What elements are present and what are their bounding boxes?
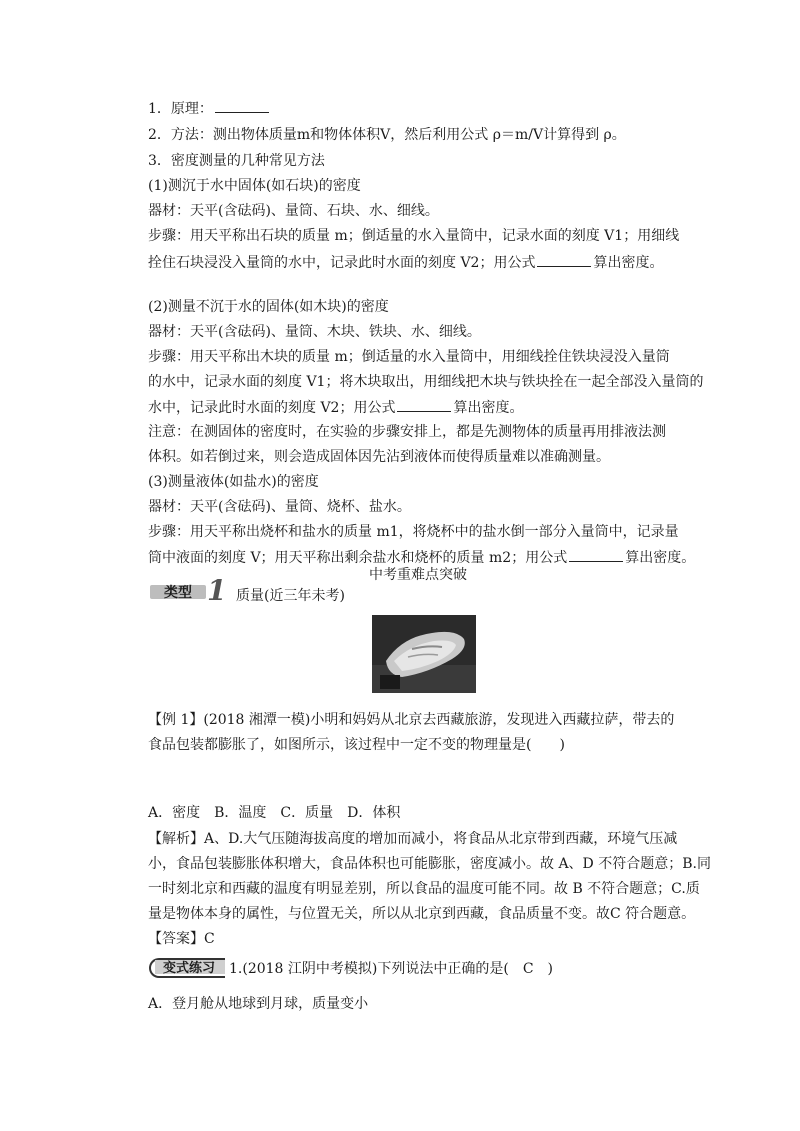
methods-heading: 3．密度测量的几种常见方法 [148,153,325,169]
note-line2: 体积。如若倒过来，则会造成固体因先沾到液体而使得质量难以准确测量。 [148,449,610,465]
type-title: 质量(近三年未考) [236,588,345,604]
liquid-heading: (3)测量液体(如盐水)的密度 [148,474,319,490]
variant-practice-badge [149,956,227,976]
variant-badge-label: 变式练习 [163,961,216,976]
wood-steps-line2: 的水中，记录水面的刻度 V1；将木块取出，用细线把木块与铁块拴在一起全部没入量筒的 [148,374,704,390]
variant-question: 1.(2018 江阴中考模拟)下列说法中正确的是( C ) [229,961,553,977]
formula-blank [537,252,591,267]
principle-line [148,98,271,119]
wood-heading: (2)测量不沉于水的固体(如木块)的密度 [148,299,389,315]
type-number: 1 [207,574,227,607]
liquid-steps-line1: 步骤：用天平称出烧杯和盐水的质量 m1，将烧杯中的盐水倒一部分入量筒中，记录量 [148,524,679,540]
example1-line1: 【例 1】(2018 湘潭一模)小明和妈妈从北京去西藏旅游，发现进入西藏拉萨，带去的 [148,712,675,728]
analysis-line4: 量是物体本身的属性，与位置无关，所以从北京到西藏，食品质量不变。故C 符合题意。 [148,906,696,922]
method-line: 2．方法：测出物体质量m和物体体积V，然后利用公式 ρ＝m/V计算得到 ρ。 [148,127,626,143]
wood-steps-line3 [148,397,523,418]
type-badge-label: 类型 [164,585,192,601]
liquid-equipment: 器材：天平(含砝码)、量筒、烧杯、盐水。 [148,499,411,515]
analysis-line1: 【解析】A、D.大气压随海拔高度的增加而减小，将食品从北京带到西藏，环境气压减 [148,831,678,847]
formula-blank [397,397,451,412]
wood-steps-text: 水中，记录此时水面的刻度 V2；用公式 [148,400,396,416]
example1-line2: 食品包装都膨胀了，如图所示，该过程中一定不变的物理量是( ) [148,737,565,753]
example1-options: A．密度 B．温度 C．质量 D．体积 [148,805,401,821]
food-package-illustration [372,615,476,693]
note-line1: 注意：在测固体的密度时，在实验的步骤安排上，都是先测物体的质量再用排液法测 [148,424,666,440]
stone-steps-line1: 步骤：用天平称出石块的质量 m；倒适量的水入量筒中，记录水面的刻度 V1；用细线 [148,228,680,244]
type-badge [150,583,210,601]
liquid-steps-suffix: 算出密度。 [625,550,696,566]
principle-text: 1．原理： [148,101,213,117]
stone-steps-line2 [148,252,663,273]
stone-heading: (1)测沉于水中固体(如石块)的密度 [148,178,361,194]
stone-steps-suffix: 算出密度。 [593,255,664,271]
answer-blank [215,98,269,113]
variant-option-a: A．登月舱从地球到月球，质量变小 [148,996,369,1012]
answer-line: 【答案】C [148,931,215,947]
wood-steps-suffix: 算出密度。 [453,400,524,416]
stone-equipment: 器材：天平(含砝码)、量筒、石块、水、细线。 [148,203,439,219]
liquid-steps-text: 筒中液面的刻度 V；用天平称出剩余盐水和烧杯的质量 m2；用公式 [148,550,568,566]
food-package-photo [372,615,476,693]
wood-equipment: 器材：天平(含砝码)、量筒、木块、铁块、水、细线。 [148,324,481,340]
stone-steps-text: 拴住石块浸没入量筒的水中，记录此时水面的刻度 V2；用公式 [148,255,536,271]
section-title: 中考重难点突破 [369,567,467,583]
analysis-line2: 小，食品包装膨胀体积增大，食品体积也可能膨胀，密度减小。故 A、D 不符合题意；B.同 [148,856,711,872]
analysis-line3: 一时刻北京和西藏的温度有明显差别，所以食品的温度可能不同。故 B 不符合题意；C.质 [148,881,700,897]
wood-steps-line1: 步骤：用天平称出木块的质量 m；倒适量的水入量筒中，用细线拴住铁块浸没入量筒 [148,349,670,365]
formula-blank [569,547,623,562]
